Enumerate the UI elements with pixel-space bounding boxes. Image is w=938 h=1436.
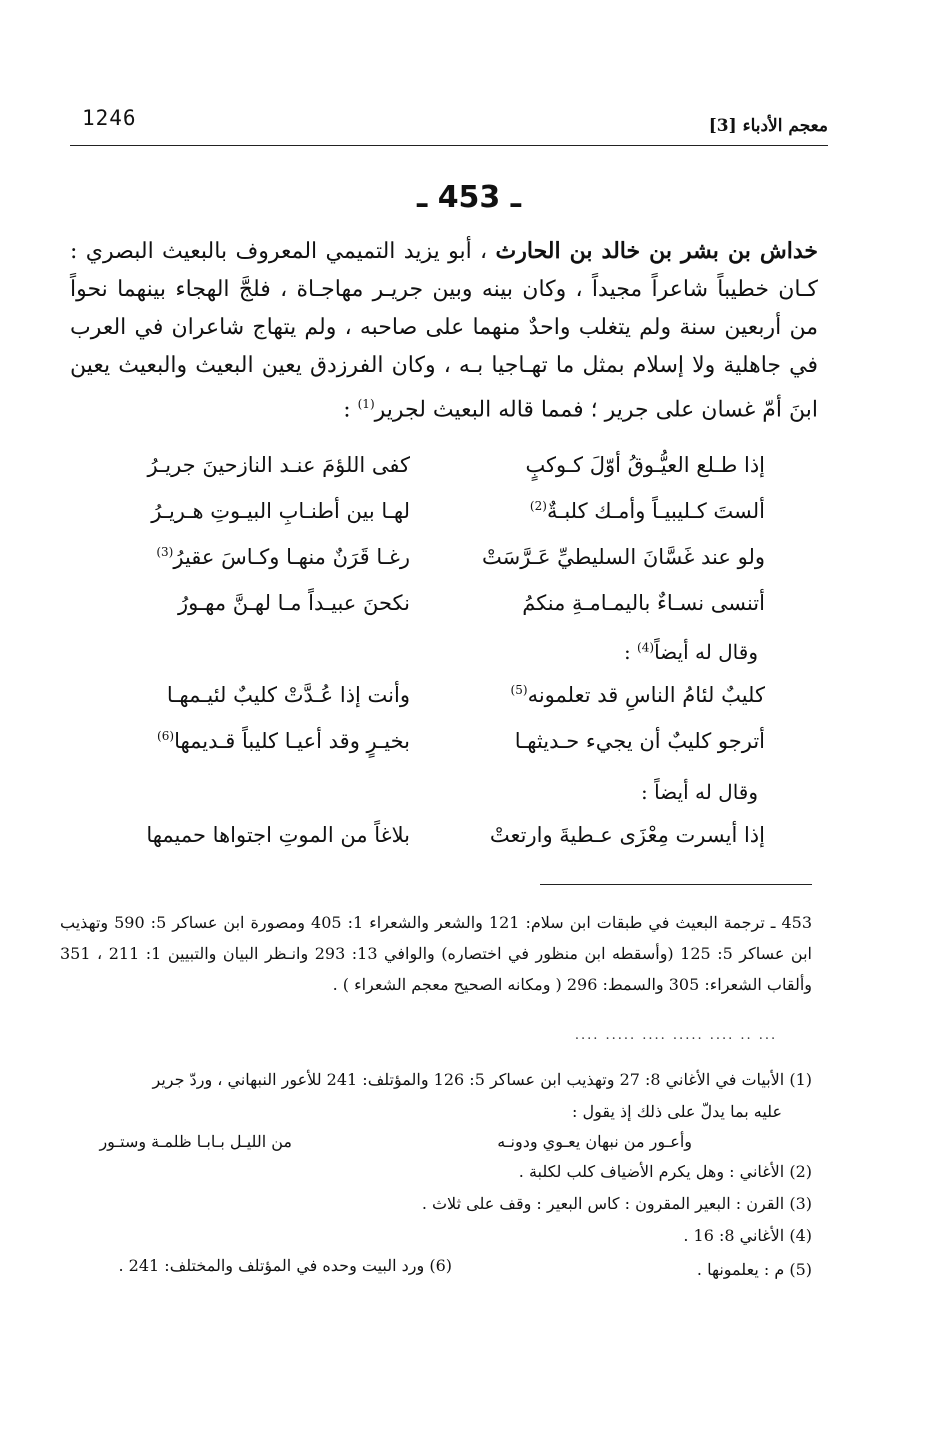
verse-row xyxy=(110,534,765,580)
biography-text: ، أبو يزيد التميمي المعروف بالبعيث البصري : كـان خطيباً شاعراً مجيداً ، وكان بينه وبين جريـر مهاجـاة ، فلجَّ الهجاء بينهما نحواً من أربعين سنة ولم يتغلب واحدٌ منهما على صاحبه ، ولم يتهاج شاعران في العرب في جاهلية ولا إسلام بمثل ما تهـاجيا بـه ، وكان الفرزدق يعين البعيث والبعيث يعين ابنَ أمّ غسان على جرير ؛ فمما قاله البعيث لجرير xyxy=(70,239,818,423)
subject-name: خداش بن بشر بن خالد بن الحارث xyxy=(495,238,818,264)
dotted-separator: .... ..... .... ..... .... .. ... xyxy=(574,1028,778,1043)
footnote-6: (6) ورد البيت وحده في المؤتلف والمختلف: 241 . xyxy=(118,1256,452,1275)
verse-row xyxy=(110,718,765,764)
hemistich-first: أتنسى نسـاءٌ باليمـامـةِ منكمُ xyxy=(522,591,765,615)
footnote-ref: (4) xyxy=(637,640,655,655)
hemistich-first xyxy=(465,683,765,707)
header-rule xyxy=(70,145,828,146)
footnote-ref: (6) xyxy=(157,729,175,743)
footnote-5: (5) م : يعلمونها . xyxy=(696,1260,812,1279)
poem-intro-2 xyxy=(624,640,758,664)
hemistich-first xyxy=(465,499,765,523)
hemistich-first: إذا أيسرت مِعْزَى عـطيةَ وارتعتْ xyxy=(489,823,765,847)
footnote-ref: (1) xyxy=(357,397,375,411)
footnote-ref: (3) xyxy=(156,545,174,559)
verse-text: رغـا قَرَنٌ منهـا وكـاسَ عقيرُ xyxy=(173,545,410,569)
footnote-3: (3) القرن : البعير المقرون : كاس البعير : وقف على ثلاث . xyxy=(421,1194,812,1213)
sources-note: 453 ـ ترجمة البعيث في طبقات ابن سلام: 121 والشعر والشعراء 1: 405 ومصورة ابن عساكر 5: 590 وتهذيب ابن عساكر 5: 125 (وأسقطه ابن منظور في اختصاره) والوافي 13: 293 وانـظر البيان والتبيين 1: 211 ، 351 وألقاب الشعراء: 305 والسمط: 296 ( ومكانه الصحيح معجم الشعراء ) . xyxy=(60,913,813,994)
verse-row xyxy=(110,812,765,858)
footnote-rule xyxy=(540,884,812,885)
hemistich-second: بلاغاً من الموتِ اجتواها حميمها xyxy=(146,823,410,847)
footnote-ref: (2) xyxy=(529,499,547,513)
hemistich-first: أترجو كليبٌ أن يجيء حـديثهـا xyxy=(514,729,765,753)
hemistich-second: كفى اللؤمَ عنـد النازحينَ جريـرُ xyxy=(147,453,410,477)
verse-row xyxy=(110,442,765,488)
page-number: 1246 xyxy=(82,106,137,130)
footnote-1: (1) الأبيات في الأغاني 8: 27 وتهذيب ابن عساكر 5: 126 والمؤتلف: 241 للأعور النبهاني ، وردّ جرير xyxy=(152,1070,812,1089)
poem-1 xyxy=(110,442,765,626)
verse-row xyxy=(110,580,765,626)
verse-text: كليبٌ لئامُ الناسِ قد تعلمونه xyxy=(527,683,765,707)
hemistich-first: إذا طـلع العيُّـوقُ أوّلَ كـوكبٍ xyxy=(525,453,765,477)
hemistich-first: ولو عند غَسَّانَ السليطيِّ عَـرَّسَتْ xyxy=(482,545,765,569)
verse-row xyxy=(110,672,765,718)
running-title: معجم الأدباء [3] xyxy=(708,116,828,136)
footnote-1-cont: عليه بما يدلّ على ذلك إذ يقول : xyxy=(572,1102,782,1121)
intro-text: وقال له أيضاً xyxy=(654,640,758,664)
footnotes xyxy=(50,1070,812,1290)
hemistich-second: وأنت إذا عُـدَّتْ كليبٌ لئيـمهـا xyxy=(166,683,410,707)
poem-2 xyxy=(110,672,765,764)
verse-row xyxy=(110,488,765,534)
hemistich-second xyxy=(110,545,410,569)
footnote-2: (2) الأغاني : وهل يكرم الأضياف كلب لكلبة . xyxy=(518,1162,812,1181)
footnote-ref: (5) xyxy=(510,683,528,697)
hemistich-second xyxy=(110,729,410,753)
punctuation: : xyxy=(343,397,358,423)
footnote-1-verse-b: من الليـل بـابـا ظلمـة وستـور xyxy=(99,1132,292,1151)
hemistich-second: نكحنَ عبيـداً مـا لهـنَّ مهـورُ xyxy=(178,591,410,615)
punctuation: : xyxy=(623,640,638,664)
footnote-4: (4) الأغاني 8: 16 . xyxy=(683,1226,812,1245)
verse-text: بخيـرٍ وقد أعيـا كليباً قـديمها xyxy=(174,729,410,753)
biography-paragraph xyxy=(70,232,818,429)
poem-intro-3: وقال له أيضاً : xyxy=(640,780,758,804)
footnote-1-verse-a: وأعـور من نبهان يعـوي ودونـه xyxy=(497,1132,692,1151)
entry-number: ـ 453 ـ xyxy=(416,180,522,215)
hemistich-second: لهـا بين أطنـابِ البيـوتِ هـريـرُ xyxy=(151,499,410,523)
verse-text: ألستَ كـليبيـاً وأمـك كلبـةٌ xyxy=(546,499,765,523)
poem-3 xyxy=(110,812,765,858)
